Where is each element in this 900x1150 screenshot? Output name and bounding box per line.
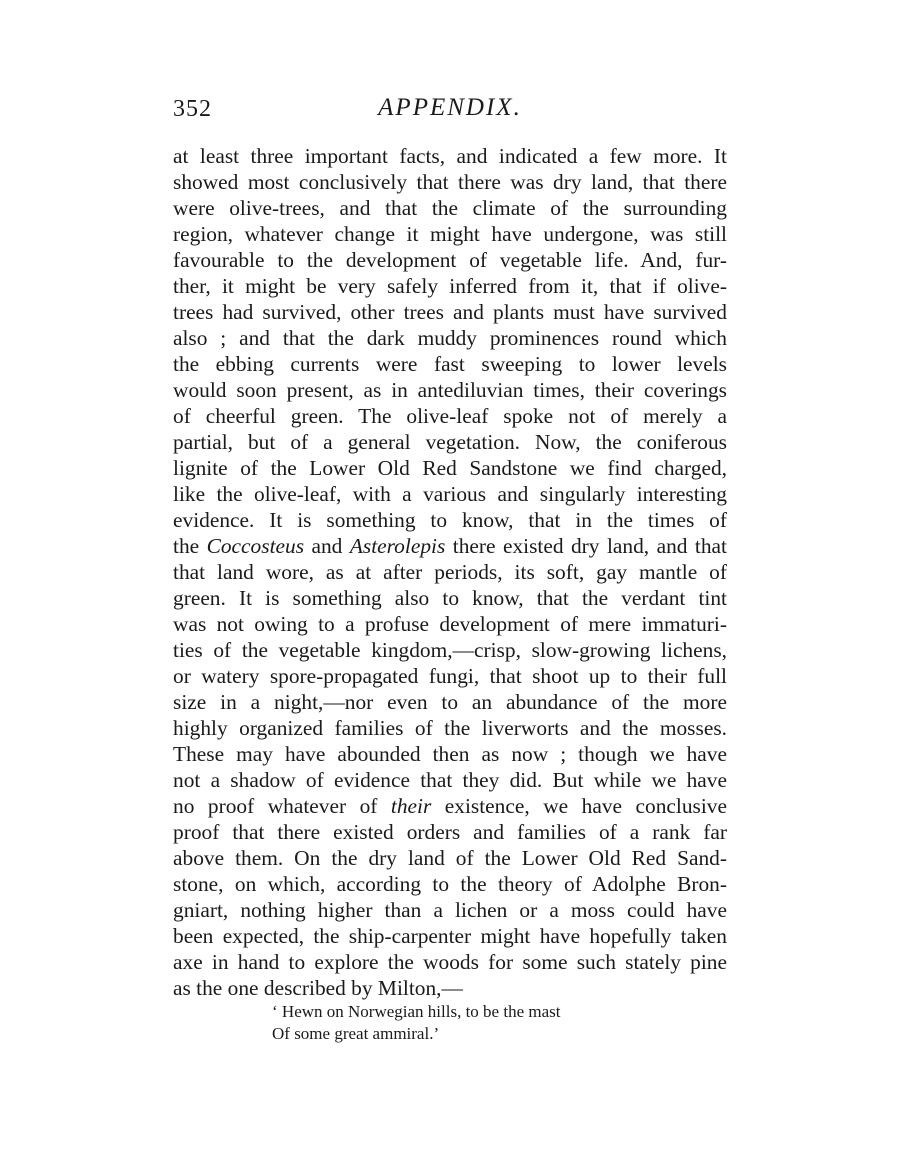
page-number: 352 bbox=[173, 96, 212, 122]
text-line: favourable to the development of vegetable life. And, fur- bbox=[173, 248, 727, 272]
text-line: of cheerful green. The olive-leaf spoke not of merely a bbox=[173, 404, 727, 428]
text-line: would soon present, as in antediluvian times, their coverings bbox=[173, 378, 727, 402]
italic-genus-asterolepis: Asterolepis bbox=[349, 534, 446, 558]
text-line: proof that there existed orders and families of a rank far bbox=[173, 820, 727, 844]
text-line: stone, on which, according to the theory of Adolphe Bron- bbox=[173, 872, 727, 896]
text-line: These may have abounded then as now ; though we have bbox=[173, 742, 727, 766]
text-line: trees had survived, other trees and plants must have survived bbox=[173, 300, 727, 324]
text-line: showed most conclusively that there was dry land, that there bbox=[173, 170, 727, 194]
text-line: at least three important facts, and indicated a few more. It bbox=[173, 144, 727, 168]
text-line: lignite of the Lower Old Red Sandstone we find charged, bbox=[173, 456, 727, 480]
text-line: also ; and that the dark muddy prominences round which bbox=[173, 326, 727, 350]
text-line: highly organized families of the liverworts and the mosses. bbox=[173, 716, 727, 740]
page-header bbox=[173, 96, 727, 126]
text-segment: no proof whatever of bbox=[173, 794, 391, 818]
running-head: APPENDIX. bbox=[378, 94, 522, 121]
italic-their: their bbox=[390, 794, 432, 818]
text-line: green. It is something also to know, that the verdant tint bbox=[173, 586, 727, 610]
text-line: the ebbing currents were fast sweeping to lower levels bbox=[173, 352, 727, 376]
text-line-with-italics bbox=[173, 533, 727, 559]
text-line: that land wore, as at after periods, its soft, gay mantle of bbox=[173, 560, 727, 584]
text-line: like the olive-leaf, with a various and singularly interesting bbox=[173, 482, 727, 506]
text-line: was not owing to a profuse development of mere immaturi- bbox=[173, 612, 727, 636]
text-line: gniart, nothing higher than a lichen or a moss could have bbox=[173, 898, 727, 922]
verse-line: Of some great ammiral.’ bbox=[272, 1024, 440, 1043]
text-segment: existence, we have conclusive bbox=[431, 794, 727, 818]
text-line: ties of the vegetable kingdom,—crisp, slow-growing lichens, bbox=[173, 638, 727, 662]
text-line: as the one described by Milton,— bbox=[173, 976, 463, 1000]
text-line: above them. On the dry land of the Lower Old Red Sand- bbox=[173, 846, 727, 870]
text-line: not a shadow of evidence that they did. But while we have bbox=[173, 768, 727, 792]
verse-quotation bbox=[272, 1001, 672, 1045]
text-line: been expected, the ship-carpenter might have hopefully taken bbox=[173, 924, 727, 948]
text-line-with-italics bbox=[173, 793, 727, 819]
text-line: size in a night,—nor even to an abundance of the more bbox=[173, 690, 727, 714]
body-text bbox=[173, 143, 727, 1001]
text-segment: and bbox=[304, 534, 350, 558]
text-line: partial, but of a general vegetation. Now, the coniferous bbox=[173, 430, 727, 454]
text-line: ther, it might be very safely inferred from it, that if olive- bbox=[173, 274, 727, 298]
text-line: axe in hand to explore the woods for some such stately pine bbox=[173, 950, 727, 974]
verse-line: ‘ Hewn on Norwegian hills, to be the mast bbox=[272, 1002, 561, 1021]
text-line: or watery spore-propagated fungi, that shoot up to their full bbox=[173, 664, 727, 688]
text-segment: there existed dry land, and that bbox=[445, 534, 727, 558]
text-line: evidence. It is something to know, that in the times of bbox=[173, 508, 727, 532]
italic-genus-coccosteus: Coccosteus bbox=[206, 534, 305, 558]
text-line: were olive-trees, and that the climate of the surrounding bbox=[173, 196, 727, 220]
text-segment: the bbox=[173, 534, 207, 558]
text-line: region, whatever change it might have undergone, was still bbox=[173, 222, 727, 246]
